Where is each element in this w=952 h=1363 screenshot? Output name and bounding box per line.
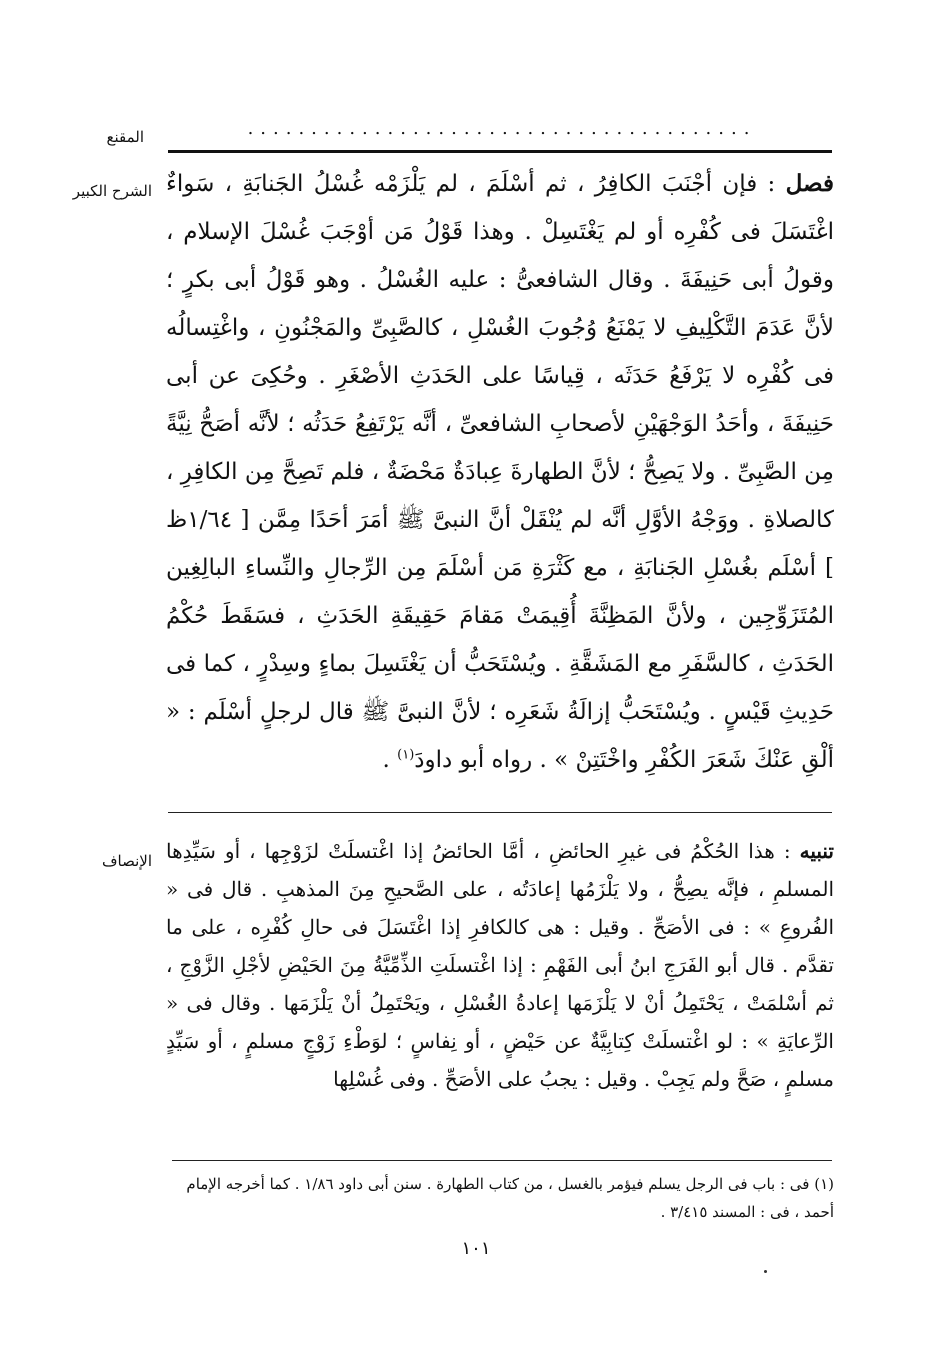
sharh-section: [166, 160, 834, 784]
insaf-side-label: الإنصاف: [101, 852, 152, 870]
sharh-side-label: الشرح الكبير: [72, 182, 152, 200]
insaf-lead-word: تنبيه: [799, 839, 834, 863]
footnote: [166, 1170, 834, 1226]
footnote-line-2: أحمد ، فى : المسند ٣/٤١٥ .: [660, 1203, 834, 1221]
book-title-label: المقنع: [106, 128, 144, 146]
sharh-paragraph: [166, 160, 834, 784]
sharh-text: : فإن أجْنَبَ الكافِرُ ، ثم أسْلَمَ ، لم يَلْزَمْه غُسْلُ الجَنابَةِ ، سَواءٌ اغْتَسَلَ فى كُفْرِه أو لم يَغْتَسِلْ . وهذا قَوْلُ مَن أوْجَبَ غُسْلَ الإسلام ، وقولُ أبى حَنِيفَةَ . وقال الشافعىُّ : عليه الغُسْلُ . وهو قَوْلُ أبى بكرٍ ؛ لأنَّ عَدَمَ التَّكْلِيفِ لا يَمْنَعُ وُجُوبَ الغُسْلِ ، كالصَّبِىِّ والمَجْنُونِ ، واغْتِسالُه فى كُفْرِه لا يَرْفَعُ حَدَثَه ، قِياسًا على الحَدَثِ الأصْغَرِ . وحُكِىَ عن أبى حَنِيفَةَ ، وأحَدُ الوَجْهَيْنِ لأصحابِ الشافعىِّ ، أنَّه يَرْتَفِعُ حَدَثُه ؛ لأنَّه أصَحُّ نِيَّةً مِن الصَّبِىِّ . ولا يَصِحُّ ؛ لأنَّ الطهارةَ عِبادَةٌ مَحْضَةٌ ، فلم تَصِحَّ مِن الكافِرِ ، كالصلاةِ . ووَجْهُ الأوَّلِ أنَّه لم يُنْقَلْ أنَّ النبىَّ ﷺ أمَرَ أحَدًا مِمَّن [ ١/٦٤ظ ] أسْلَم بغُسْلِ الجَنابَةِ ، مع كَثْرَةِ مَن أسْلَمَ مِن الرِّجالِ والنِّساءِ البالِغِين المُتَزَوِّجِين ، ولأنَّ المَظِنَّةَ أُقِيمَتْ مَقامَ حَقِيقَةِ الحَدَثِ ، فسَقَطَ حُكْمُ الحَدَثِ ، كالسَّفَرِ مع المَشَقَّةِ . ويُسْتَحَبُّ أن يَغْتَسِلَ بماءٍ وسِدْرٍ ، كما فى حَدِيثِ قَيْسٍ . ويُسْتَحَبُّ إزالَةُ شَعَرِه ؛ لأنَّ النبىَّ ﷺ قال لرجلٍ أسْلَم : « ألْقِ عَنْكَ شَعَرَ الكُفْرِ واخْتَتِنْ » . رواه أبو داودَ: [165, 171, 834, 773]
section-divider: [168, 812, 832, 813]
footnote-line-1: (١) فى : باب فى الرجل يسلم فيؤمر بالغسل ، من كتاب الطهارة . سنن أبى داود ١/٨٦ . كما أخرجه الإمام: [186, 1175, 834, 1193]
page-number: ١٠١: [461, 1238, 491, 1259]
scan-speck: [764, 1270, 767, 1273]
insaf-paragraph: [166, 832, 834, 1098]
footnote-reference: (١): [397, 747, 415, 763]
header-dotted-rule: ........................................: [247, 118, 757, 139]
sharh-tail: .: [382, 747, 398, 773]
footnote-divider: [172, 1160, 832, 1161]
sharh-lead-word: فصل: [785, 170, 834, 197]
header-rule: [168, 150, 832, 153]
insaf-section: [166, 832, 834, 1098]
insaf-text: : هذا الحُكْمُ فى غيرِ الحائضِ ، أمَّا الحائضُ إذا اغْتسلَتْ لزَوْجِها ، أو سَيِّدِها المسلمِ ، فإنَّه يصِحُّ ، ولا يَلْزَمُها إعادَتُه ، على الصَّحيحِ مِنَ المذهبِ . قال فى « الفُروعِ » : فى الأصَحِّ . وقيل : هى كالكافرِ إذا اغْتَسَلَ فى حالِ كُفْرِه ، على ما تقدَّم . قال أبو الفَرَجِ ابنُ أبى الفَهْمِ : إذا اغْتسلَتِ الذِّمِّيَّةُ مِنَ الحَيْضِ لأجْلِ الزَّوْجِ ، ثم أسْلمَتْ ، يَحْتَمِلُ أنْ لا يَلْزَمَها إعادةُ الغُسْلِ ، ويَحْتَمِلُ أنْ يَلْزَمَها . وقال فى « الرِّعايَةِ » : لو اغْتسلَتْ كِتابِيَّةٌ عن حَيْضٍ ، أو نِفاسٍ ؛ لوَطْءِ زَوْجٍ مسلمٍ ، أو سَيِّدٍ مسلمٍ ، صَحَّ ولم يَجِبْ . وقيل : يجبُ على الأصَحِّ . وفى غُسْلِها: [166, 839, 834, 1091]
